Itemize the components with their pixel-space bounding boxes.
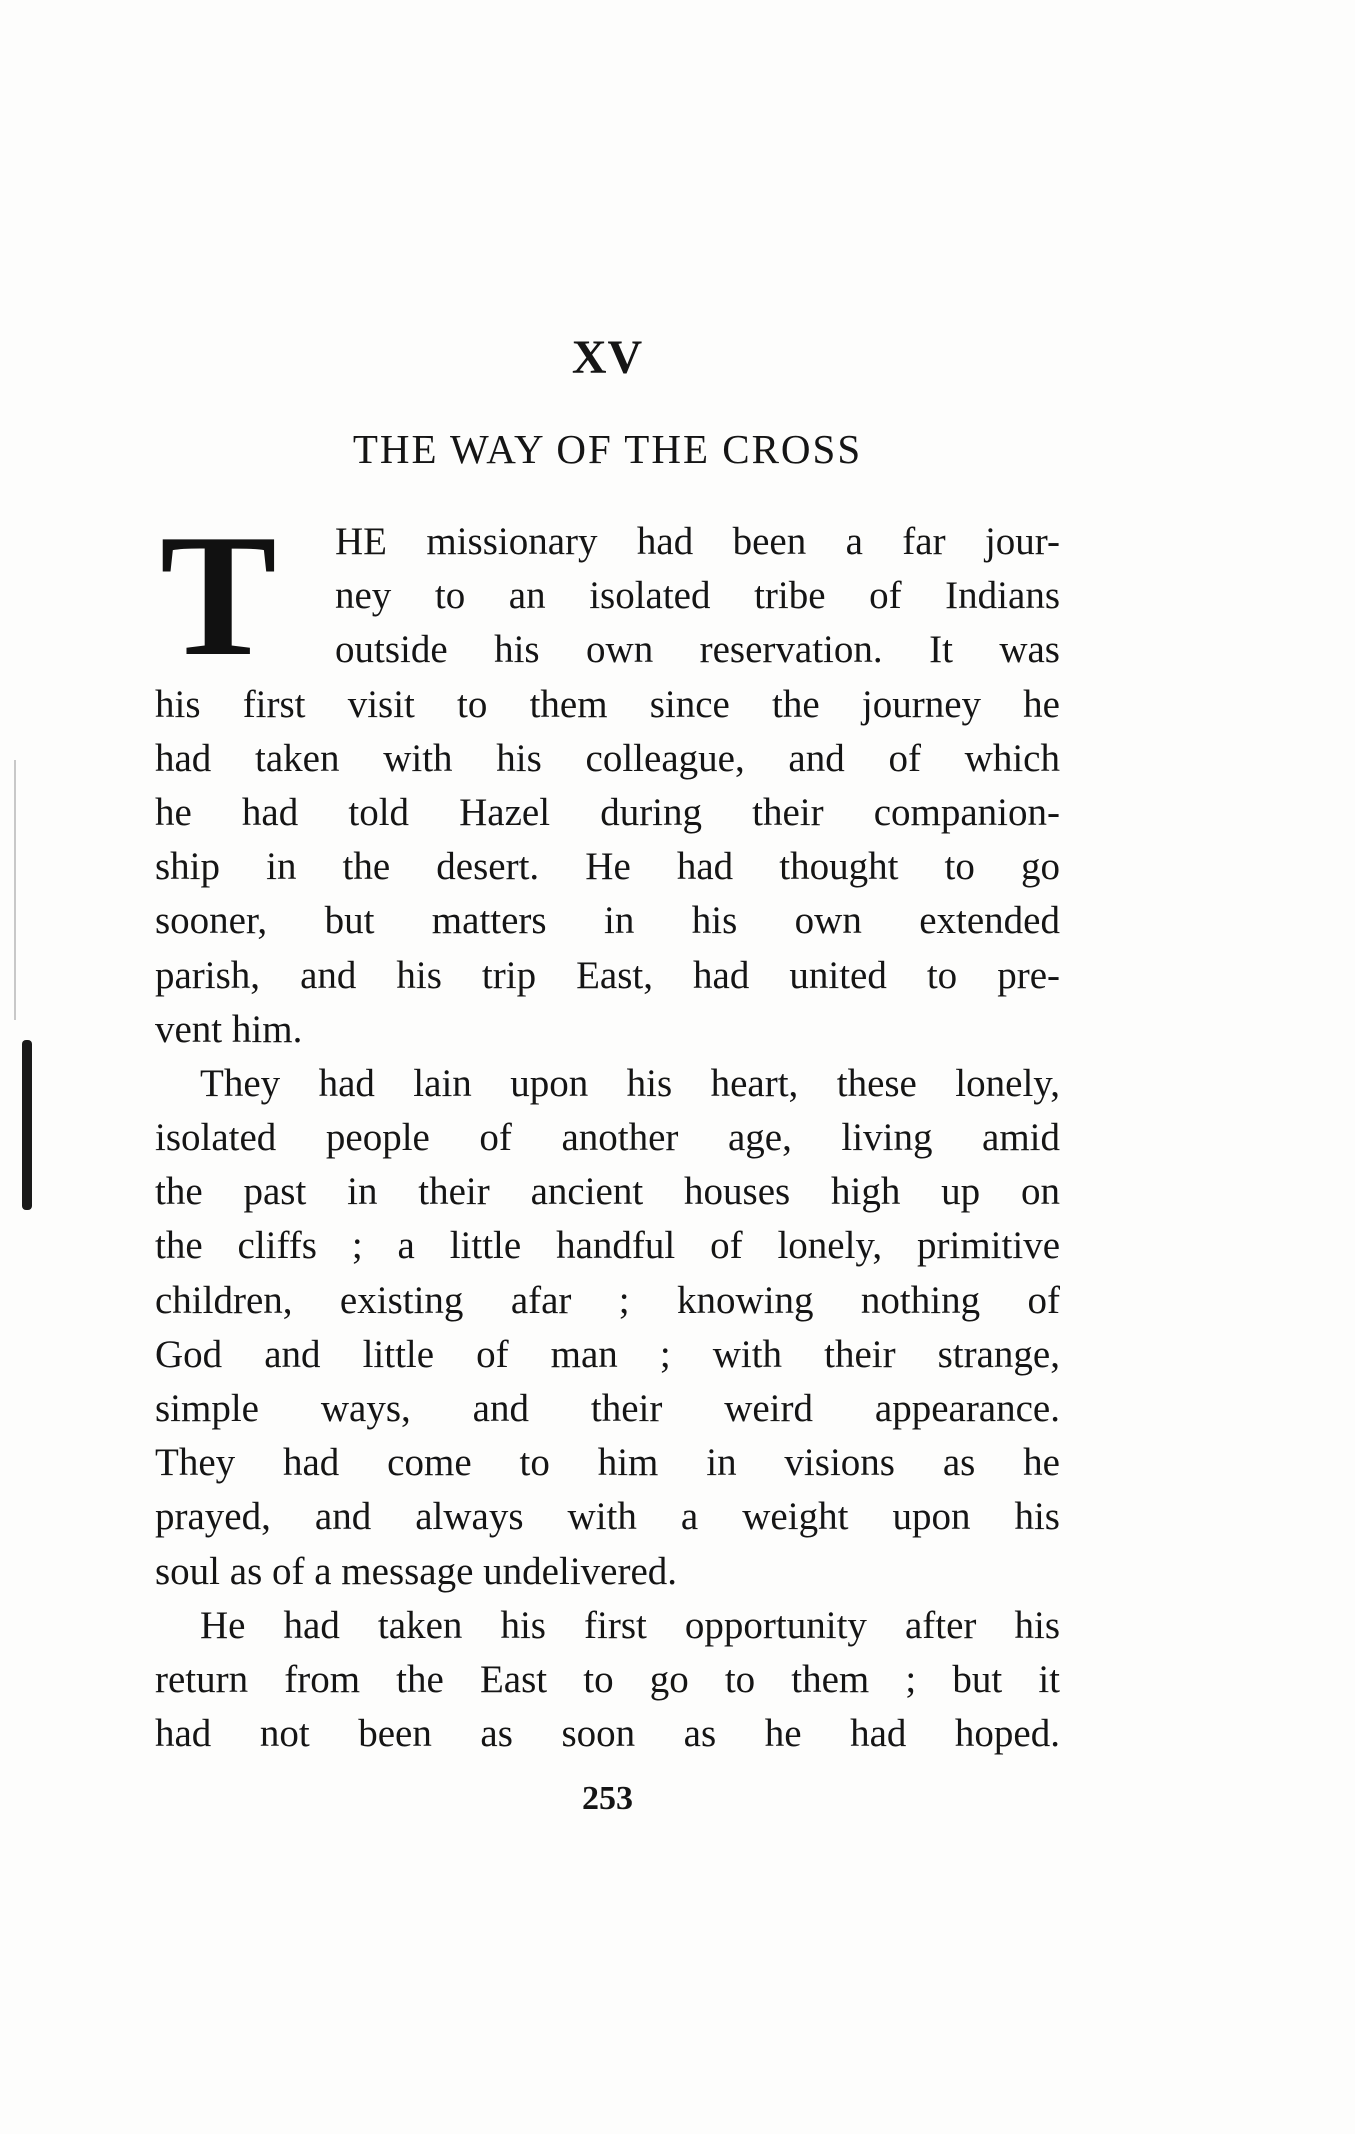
text-line: vent him.	[155, 1007, 303, 1051]
text-line: ship in the desert. He had thought to go	[155, 845, 1060, 889]
binding-shadow-mark	[22, 1040, 32, 1210]
text-line: soul as of a message undelivered.	[155, 1549, 678, 1593]
text-line: sooner, but matters in his own extended	[155, 899, 1060, 943]
text-line: outside his own reservation. It was	[335, 628, 1060, 672]
text-line: he had told Hazel during their companion-	[155, 790, 1060, 834]
text-line: ney to an isolated tribe of Indians	[335, 574, 1060, 618]
text-line: isolated people of another age, living amid	[155, 1116, 1060, 1160]
chapter-title: THE WAY OF THE CROSS	[352, 426, 863, 472]
scan-edge-mark	[14, 760, 16, 1020]
text-line: the past in their ancient houses high up on	[155, 1170, 1060, 1214]
text-line: had not been as soon as he had hoped.	[155, 1712, 1060, 1756]
text-line: prayed, and always with a weight upon his	[155, 1495, 1060, 1539]
text-line: He had taken his first opportunity after his	[200, 1603, 1060, 1647]
text-line: return from the East to go to them ; but it	[155, 1657, 1060, 1701]
page-number: 253	[582, 1780, 633, 1817]
text-line: children, existing afar ; knowing nothing of	[155, 1278, 1060, 1322]
text-line: had taken with his colleague, and of which	[155, 736, 1060, 780]
text-line: his first visit to them since the journey he	[155, 682, 1060, 726]
drop-cap: T	[160, 498, 277, 692]
body-text	[155, 498, 1060, 1761]
text-line: HE missionary had been a far jour-	[335, 520, 1060, 563]
text-line: They had come to him in visions as he	[155, 1441, 1060, 1485]
text-line: simple ways, and their weird appearance.	[155, 1387, 1060, 1430]
text-line: God and little of man ; with their strange,	[155, 1332, 1060, 1376]
chapter-number: XV	[571, 331, 644, 384]
text-line: the cliffs ; a little handful of lonely, primitive	[155, 1224, 1060, 1268]
text-line: parish, and his trip East, had united to pre-	[155, 953, 1060, 997]
text-line: They had lain upon his heart, these lonely,	[200, 1061, 1060, 1105]
